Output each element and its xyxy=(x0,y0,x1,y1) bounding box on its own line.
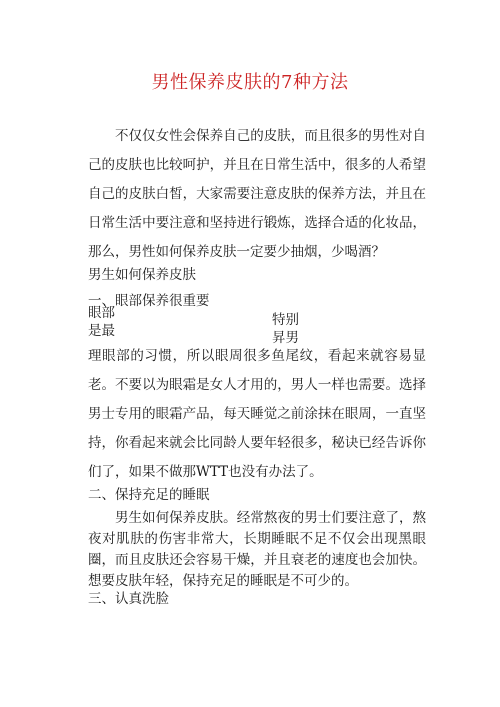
section3-heading: 三、认真洗脸 xyxy=(88,591,169,607)
section1-fragment-right-2: 昇男 xyxy=(272,330,299,346)
subtitle: 男生如何保养皮肤 xyxy=(88,267,196,283)
section1-heading: 一、眼部保养很重要 xyxy=(88,293,210,309)
section2-heading: 二、保持充足的睡眠 xyxy=(88,487,210,503)
section1-fragment-left-1: 眼部 xyxy=(88,305,115,321)
section1-body: 理眼部的习惯，所以眼周很多鱼尾纹，看起来就容易显老。不要以为眼霜是女人才用的，男人一样也需要。选择男士专用的眼霜产品，每天睡觉之前涂抹在眼周，一直坚持，你看起来就会比同龄人要年轻很多，秘诀已经告诉你们了，如果不做那WTT也没有办法了。 xyxy=(88,348,426,480)
section1-fragment-left-2: 是最 xyxy=(88,323,115,339)
intro-paragraph: 不仅仅女性会保养自己的皮肤，而且很多的男性对自己的皮肤也比较呵护，并且在日常生活中，很多的人希望自己的皮肤白皙，大家需要注意皮肤的保养方法，并且在日常生活中要注意和坚持进行锻炼，选择合适的化妆品，那么，男性如何保养皮肤一定要少抽烟，少喝酒？ xyxy=(88,128,426,260)
document-title: 男性保养皮肤的7种方法 xyxy=(151,72,349,93)
section1-fragment-right-1: 特别 xyxy=(272,312,299,328)
section2-body: 男生如何保养皮肤。经常熬夜的男士们要注意了，熬夜对肌肤的伤害非常大，长期睡眠不足不仅会出现黑眼圈，而且皮肤还会容易干燥，并且衰老的速度也会加快。想要皮肤年轻，保持充足的睡眠是不可少的。 xyxy=(88,510,426,589)
